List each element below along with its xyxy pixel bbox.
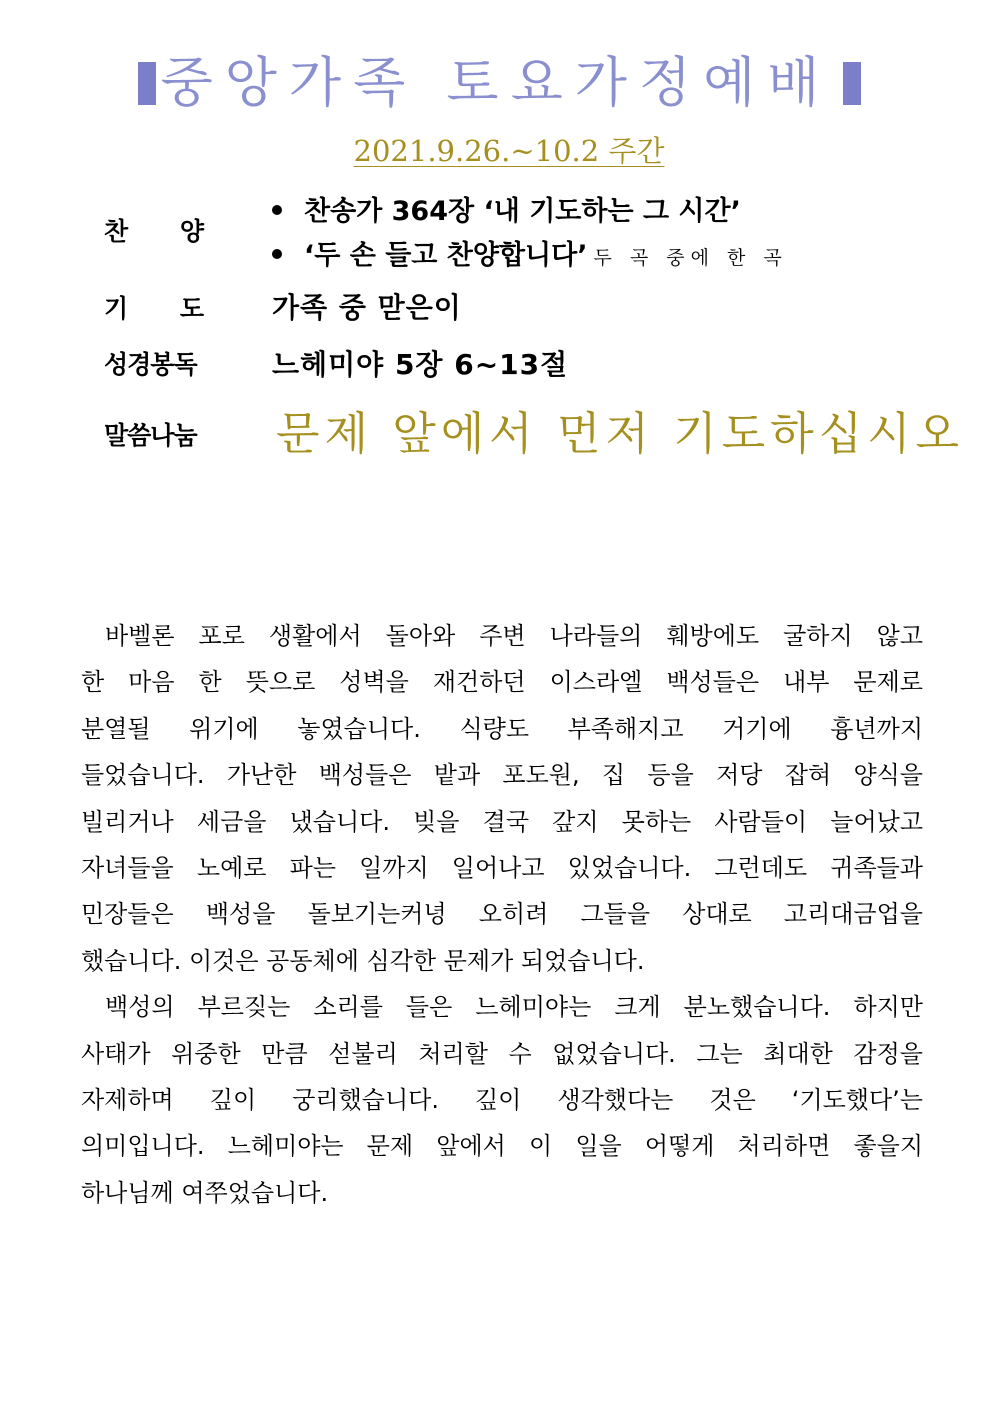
- body-line: 백성의 부르짖는 소리를 들은 느헤미야는 크게 분노했습니다. 하지만: [105, 993, 923, 1022]
- praise-label-char-1: 찬: [104, 217, 129, 246]
- page-title: 중앙가족 토요가정예배: [160, 51, 832, 114]
- body-line: 바벨론 포로 생활에서 돌아와 주변 나라들의 훼방에도 굴하지 않고: [105, 622, 923, 650]
- body-text: [81, 613, 923, 1216]
- prayer-label: [104, 291, 204, 327]
- prayer-label-char-1: 기: [104, 294, 129, 323]
- praise-item-1: [272, 192, 741, 232]
- praise-item-2-text: ‘두 손 들고 찬양합니다’: [304, 240, 588, 271]
- body-line: 한 마음 한 뜻으로 성벽을 재건하던 이스라엘 백성들은 내부 문제로: [81, 668, 923, 697]
- prayer-label-char-2: 도: [179, 294, 204, 323]
- body-line: 빌리거나 세금을 냈습니다. 빚을 결국 갚지 못하는 사람들이 늘어났고: [81, 807, 923, 836]
- title-bar-right: [843, 62, 861, 105]
- praise-item-1-text: 찬송가 364장 ‘내 기도하는 그 시간’: [304, 196, 741, 227]
- body-line: 들었습니다. 가난한 백성들은 밭과 포도원, 집 등을 저당 잡혀 양식을: [81, 761, 923, 790]
- praise-label: [104, 214, 204, 250]
- reading-value: 느헤미야 5장 6~13절: [272, 348, 569, 381]
- praise-item-2-note: 두 곡 중에 한 곡: [593, 247, 788, 269]
- bullet-icon: [272, 249, 282, 259]
- body-line: 민장들은 백성을 돌보기는커녕 오히려 그들을 상대로 고리대금업을: [81, 900, 923, 929]
- date-text: 2021.9.26.~10.2 주간: [353, 134, 665, 168]
- body-line: 하나님께 여쭈었습니다.: [81, 1178, 329, 1207]
- body-line: 사태가 위중한 만큼 섣불리 처리할 수 없었습니다. 그는 최대한 감정을: [81, 1039, 923, 1068]
- title-row: [0, 44, 992, 120]
- reading-label: 성경봉독: [104, 350, 197, 379]
- body-line: 자녀들을 노예로 파는 일까지 일어나고 있었습니다. 그런데도 귀족들과: [81, 853, 923, 882]
- bullet-icon: [272, 205, 282, 215]
- sermon-title: 문제 앞에서 먼저 기도하십시오: [276, 407, 965, 460]
- praise-item-2: [272, 236, 788, 278]
- date-range: [0, 132, 992, 170]
- body-line: 자제하며 깊이 궁리했습니다. 깊이 생각했다는 것은 ‘기도했다’는: [81, 1085, 923, 1114]
- body-line: 분열될 위기에 놓였습니다. 식량도 부족해지고 거기에 흉년까지: [81, 714, 923, 743]
- prayer-value: 가족 중 맏은이: [272, 291, 462, 324]
- praise-label-char-2: 양: [179, 217, 204, 246]
- body-line: 했습니다. 이것은 공동체에 심각한 문제가 되었습니다.: [81, 946, 645, 975]
- body-line: 의미입니다. 느헤미야는 문제 앞에서 이 일을 어떻게 처리하면 좋을지: [81, 1132, 923, 1161]
- sermon-label: 말씀나눔: [104, 421, 197, 450]
